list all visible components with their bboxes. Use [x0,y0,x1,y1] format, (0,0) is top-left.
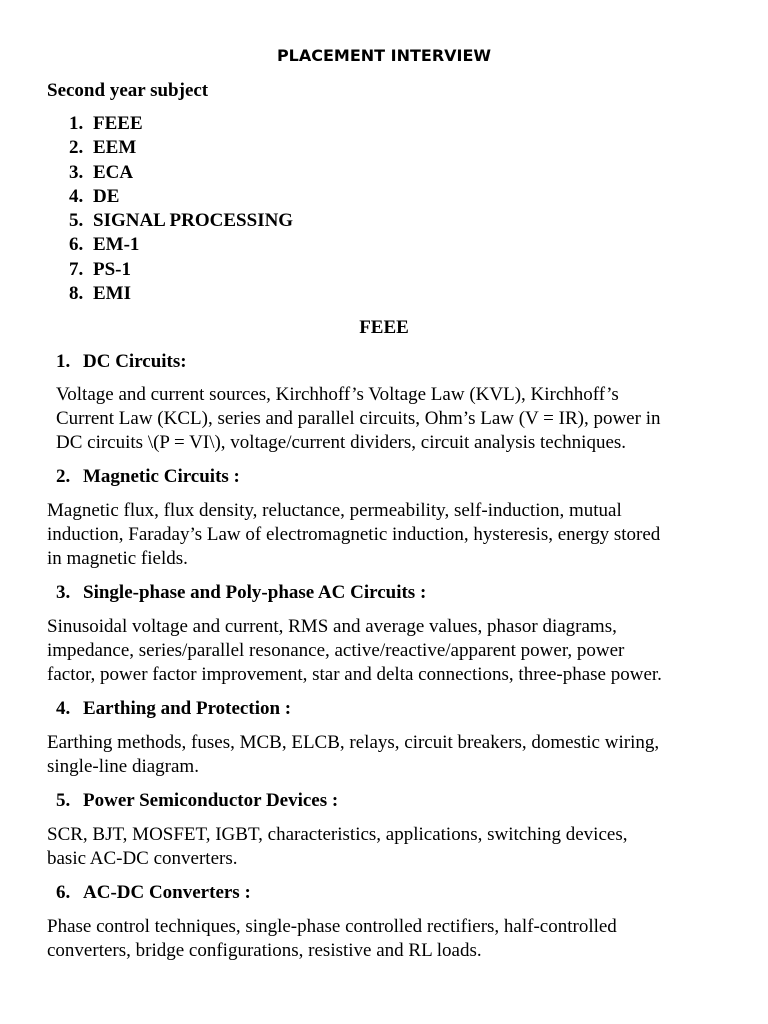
description-line: factor, power factor improvement, star and delta connections, three-phase power. [47,664,662,686]
subject-label: FEEE [93,113,143,134]
subject-item [69,258,293,282]
topic-number: 6. [56,882,71,903]
subject-label: SIGNAL PROCESSING [93,210,294,232]
subject-label: DE [93,185,120,207]
topic-title: Earthing and Protection : [83,698,292,719]
subject-number: 7. [69,258,84,280]
subject-list [69,112,293,306]
topic-title: Magnetic Circuits : [83,466,240,487]
subject-number: 3. [69,161,84,183]
subject-label: ECA [93,161,134,183]
topic-description [47,731,737,779]
description-line: Magnetic flux, flux density, reluctance, permeability, self-induction, mutual [47,500,622,521]
subject-label: PS-1 [93,258,131,280]
topic-heading [56,581,426,605]
description-line: in magnetic fields. [47,548,188,570]
subject-number: 4. [69,185,84,207]
description-line: SCR, BJT, MOSFET, IGBT, characteristics, applications, switching devices, [47,824,628,845]
subject-number: 1. [69,113,84,134]
description-line: Phase control techniques, single-phase controlled rectifiers, half-controlled [47,916,617,937]
description-line: single-line diagram. [47,756,199,778]
subject-number: 2. [69,137,84,159]
subjects-heading: Second year subject [47,80,209,101]
topic-description [47,823,737,871]
topic-heading [56,697,291,721]
description-line: basic AC-DC converters. [47,848,238,870]
subject-label: EEM [93,137,137,159]
subject-label: EM-1 [93,234,140,256]
subject-item [69,136,293,160]
description-line: impedance, series/parallel resonance, active/reactive/apparent power, power [47,640,625,662]
description-line: converters, bridge configurations, resistive and RL loads. [47,940,482,962]
subject-item [69,112,293,136]
subject-item [69,233,293,257]
topic-heading [56,465,240,489]
topic-title: AC-DC Converters : [83,882,251,903]
description-line: DC circuits \(P = VI\), voltage/current dividers, circuit analysis techniques. [56,432,627,454]
topic-title: Power Semiconductor Devices : [83,790,339,811]
subject-number: 5. [69,210,84,232]
description-line: Current Law (KCL), series and parallel circuits, Ohm’s Law (V = IR), power in [56,408,661,430]
subject-item [69,161,293,185]
topic-description [47,499,737,572]
section-title: FEEE [359,317,409,338]
topic-number: 1. [56,351,71,372]
topic-number: 5. [56,790,71,811]
topic-title: Single-phase and Poly-phase AC Circuits : [83,582,427,603]
description-line: Voltage and current sources, Kirchhoff’s Voltage Law (KVL), Kirchhoff’s [56,384,619,405]
subject-number: 6. [69,234,84,256]
description-line: induction, Faraday’s Law of electromagnetic induction, hysteresis, energy stored [47,524,661,546]
description-line: Sinusoidal voltage and current, RMS and average values, phasor diagrams, [47,616,617,637]
subject-item [69,209,293,233]
topic-description [47,915,737,963]
topic-number: 2. [56,466,71,487]
topic-description [47,615,737,688]
subject-label: EMI [93,283,131,305]
topic-heading [56,789,338,813]
description-line: Earthing methods, fuses, MCB, ELCB, relays, circuit breakers, domestic wiring, [47,732,660,753]
subject-item [69,282,293,306]
topic-title: DC Circuits: [83,351,187,372]
topic-number: 4. [56,698,71,719]
topic-number: 3. [56,582,71,603]
subject-item [69,185,293,209]
subject-number: 8. [69,283,84,305]
topic-heading [56,881,251,905]
page-title: PLACEMENT INTERVIEW [276,46,492,65]
topic-description [56,383,736,456]
topic-heading [56,350,187,374]
